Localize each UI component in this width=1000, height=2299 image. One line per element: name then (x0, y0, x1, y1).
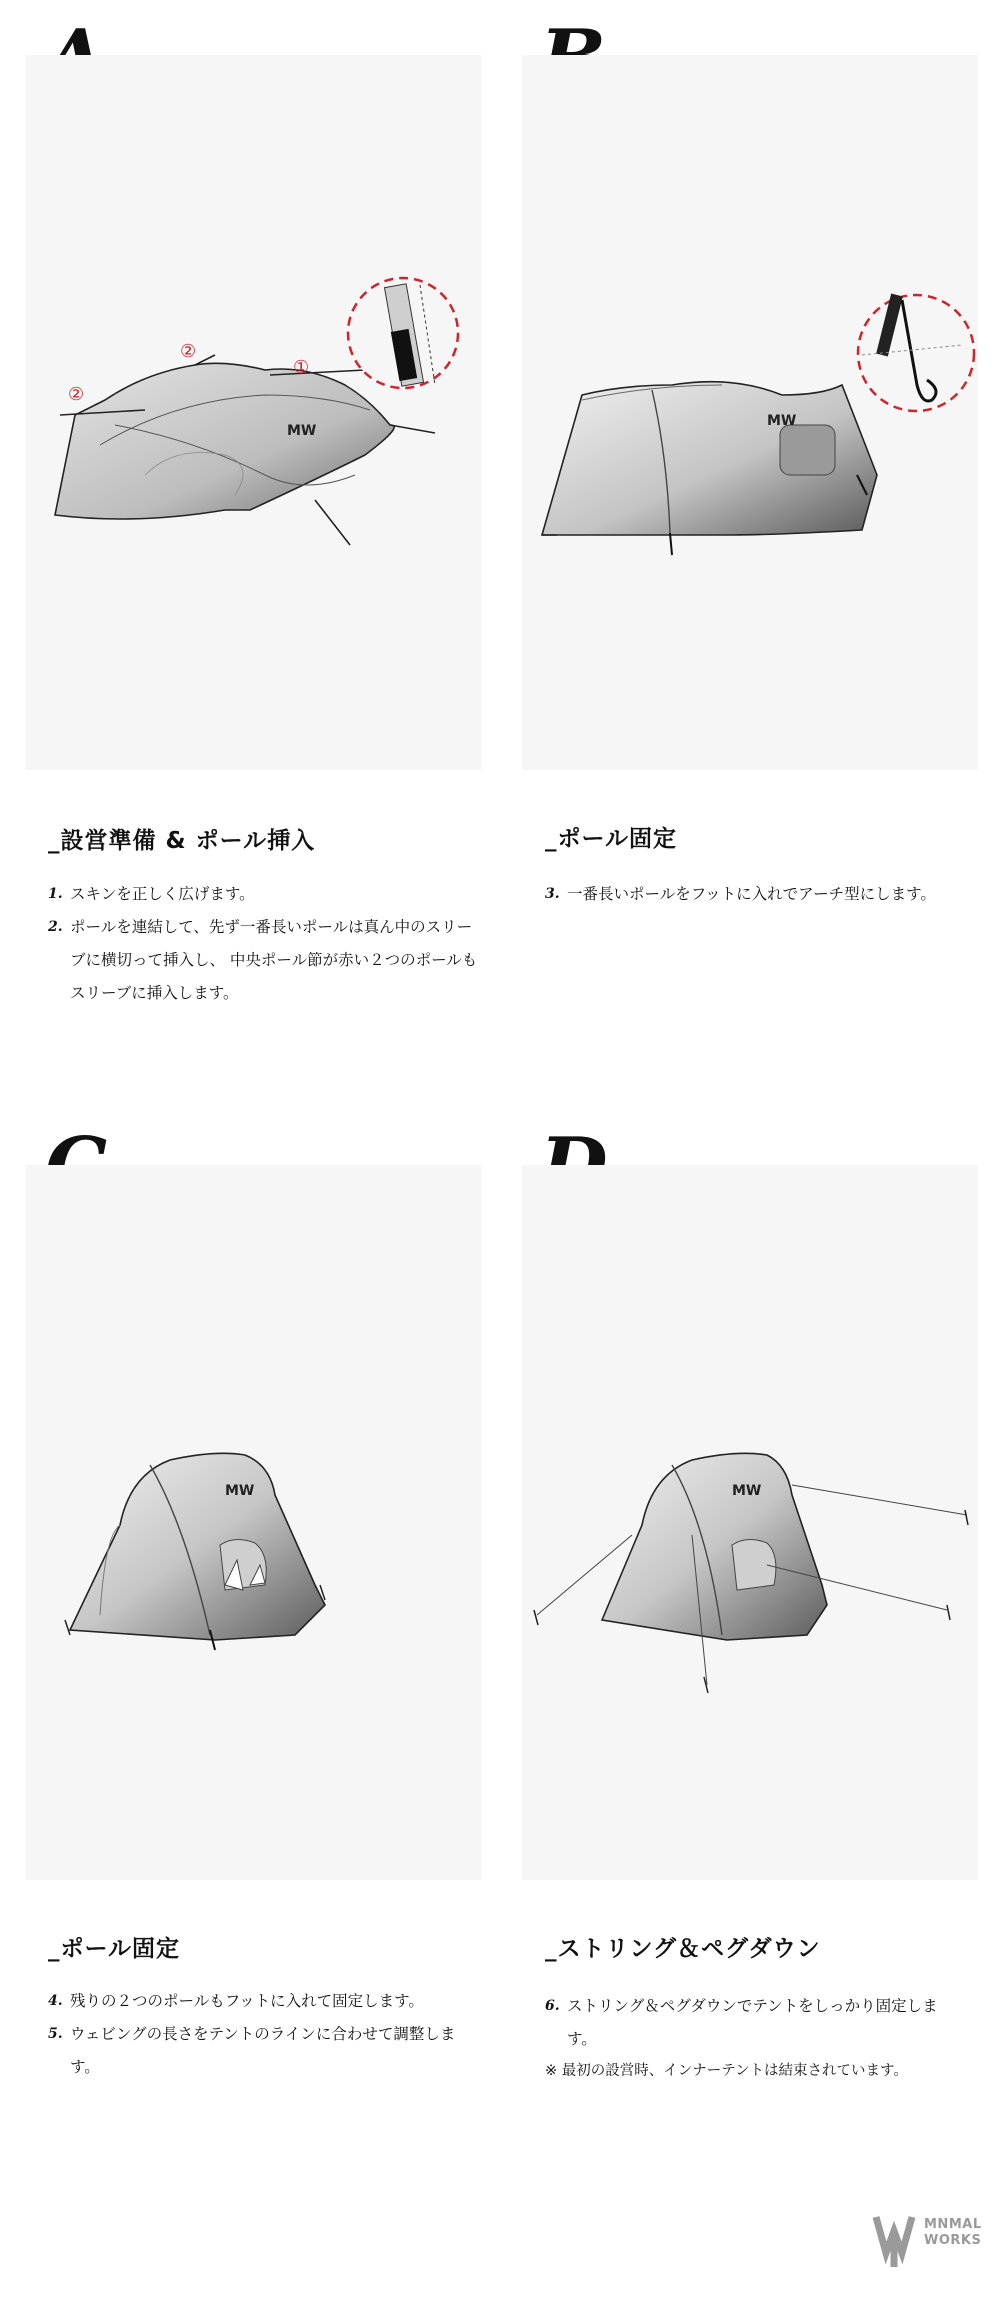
tent-logo-icon: MW (732, 1483, 762, 1499)
step-c-illustration (25, 1165, 481, 1880)
tent-logo-icon: MW (225, 1483, 255, 1499)
instruction-item: 3. 一番長いポールをフットに入れでアーチ型にします。 (545, 885, 936, 903)
flat-tent-illustration (25, 55, 481, 770)
step-a-instructions (48, 878, 478, 1010)
instruction-item: 1. スキンを正しく広げます。 (48, 885, 255, 903)
instruction-item: 6. ストリング＆ペグダウンでテントをしっかり固定します。 (545, 1997, 938, 2048)
step-c-instructions (48, 1985, 478, 2084)
pole-callout-2-left: ② (68, 384, 85, 405)
step-d-title: _ストリング＆ペグダウン (545, 1936, 821, 1962)
step-b-instructions (545, 878, 975, 911)
instruction-item: 5. ウェビングの長さをテントのラインに合わせて調整します。 (48, 2025, 456, 2076)
mw-logo-icon (872, 2209, 922, 2269)
step-a-title: _設営準備 & ポール挿入 (48, 828, 316, 854)
step-d-illustration (522, 1165, 978, 1880)
step-b-illustration (522, 55, 978, 770)
setup-note: ※ 最初の設営時、インナーテントは結束されています。 (545, 2063, 908, 2079)
step-b-title: _ポール固定 (545, 826, 678, 852)
step-a-illustration (25, 55, 481, 770)
instruction-item: 4. 残りの２つのポールもフットに入れて固定します。 (48, 1992, 424, 2010)
brand-logo (872, 2205, 982, 2275)
pole-callout-1: ① (293, 357, 310, 378)
pitched-tent-illustration (25, 1165, 481, 1880)
instruction-item: 2. ポールを連結して、先ず一番長いポールは真ん中のスリーブに横切って挿入し、 中央ポール節が赤い２つのポールもスリーブに挿入します。 (48, 918, 478, 1002)
step-d-instructions (545, 1990, 945, 2086)
tent-logo-icon: MW (287, 423, 317, 439)
brand-name-line1: MNMAL (924, 2217, 982, 2232)
step-c-title: _ポール固定 (48, 1936, 181, 1962)
brand-name-line2: WORKS (924, 2233, 982, 2248)
arched-tent-illustration (522, 55, 978, 770)
staked-tent-illustration (522, 1165, 978, 1880)
pole-callout-2-center: ② (180, 341, 197, 362)
tent-logo-icon: MW (767, 413, 797, 429)
